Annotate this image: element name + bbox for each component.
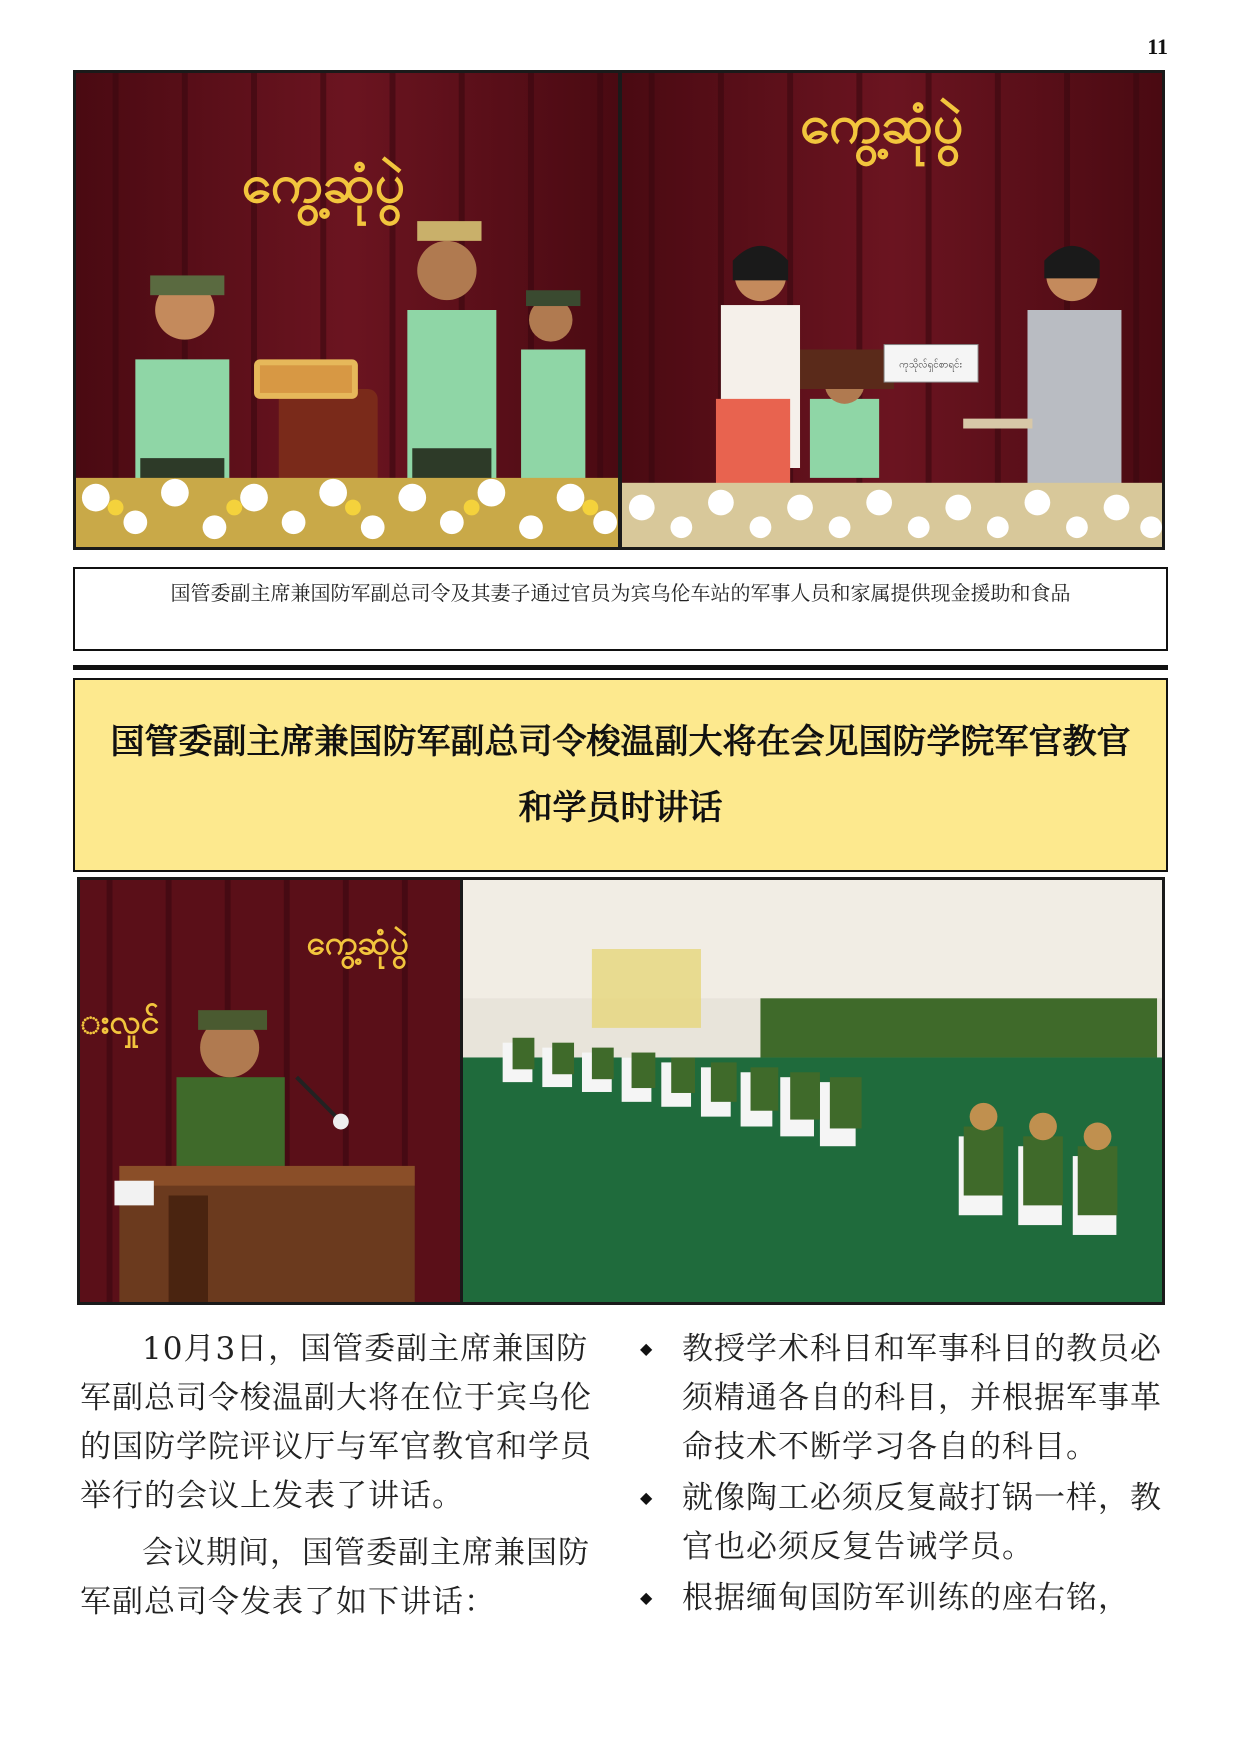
- bullet-item: [640, 1325, 1165, 1472]
- section-divider: [73, 665, 1168, 670]
- photo-caption: 国管委副主席兼国防军副总司令及其妻子通过官员为宾乌伦车站的军事人员和家属提供现金援助和食品: [73, 567, 1168, 651]
- middle-photo-row: [77, 877, 1165, 1305]
- photo-speaker-podium: [77, 877, 463, 1305]
- side-text: းလှုင်: [80, 1001, 160, 1041]
- folder-text: ကုသိုလ်ရှင်စာရင်း: [899, 359, 963, 371]
- article-headline: 国管委副主席兼国防军副总司令梭温副大将在会见国防学院军官教官和学员时讲话: [110, 722, 1131, 828]
- body-paragraph: 会议期间，国管委副主席兼国防军副总司令发表了如下讲话：: [80, 1535, 590, 1620]
- diamond-bullet-icon: ◆: [640, 1339, 654, 1358]
- body-paragraph: 10月3日，国管委副主席兼国防军副总司令梭温副大将在位于宾乌伦的国防学院评议厅与军官教官和学员举行的会议上发表了讲话。: [80, 1331, 592, 1514]
- banner-text: ကွေ့ဆုံပွဲ: [800, 92, 964, 156]
- diamond-bullet-icon: ◆: [640, 1488, 654, 1507]
- diamond-bullet-icon: ◆: [640, 1588, 654, 1607]
- body-column-left: [80, 1325, 610, 1635]
- page-number: 11: [1147, 34, 1168, 59]
- bullet-text: 教授学术科目和军事科目的教员必须精通各自的科目，并根据军事革命技术不断学习各自的科目。: [682, 1331, 1162, 1465]
- bullet-item: [640, 1574, 1165, 1623]
- headline-box: [73, 678, 1168, 872]
- photo-gift-handover: [73, 70, 621, 550]
- bullet-item: [640, 1474, 1165, 1572]
- bullet-text: 就像陶工必须反复敲打锅一样，教官也必须反复告诫学员。: [682, 1480, 1162, 1565]
- banner-text: ကွေ့ဆုံပွဲ: [241, 151, 405, 215]
- photo-document-handover: [619, 70, 1165, 550]
- top-photo-row: [73, 70, 1165, 550]
- bullet-text: 根据缅甸国防军训练的座右铭，: [682, 1580, 1130, 1616]
- body-column-right: [640, 1325, 1165, 1625]
- photo-auditorium-audience: [460, 877, 1165, 1305]
- banner-text: ကွေ့ဆုံပွဲ: [306, 922, 409, 962]
